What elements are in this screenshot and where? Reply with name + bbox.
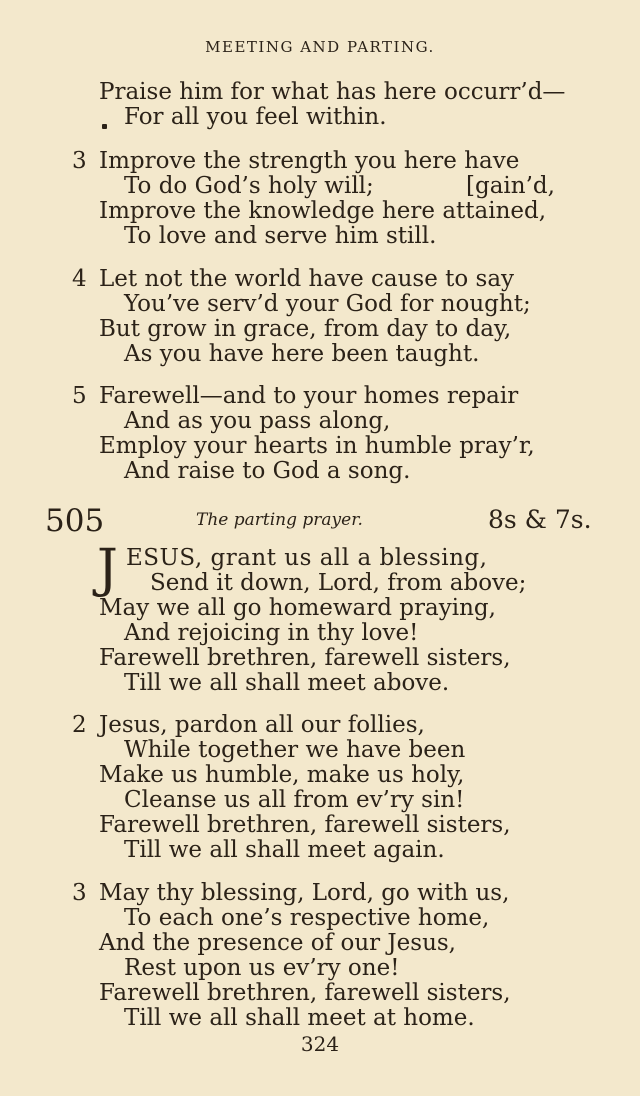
verse-line: Farewell brethren, farewell sisters, <box>99 812 511 838</box>
verse-line: As you have here been taught. <box>124 341 480 367</box>
verse-line: Cleanse us all from ev’ry sin! <box>124 787 465 813</box>
ink-speck <box>102 124 107 129</box>
verse-line: To do God’s holy will; <box>124 173 374 199</box>
verse-line: Let not the world have cause to say <box>99 266 515 292</box>
hymn-number: 505 <box>45 503 105 539</box>
running-header: MEETING AND PARTING. <box>205 38 435 56</box>
verse-number: 4 <box>72 266 87 292</box>
verse-line: May we all go homeward praying, <box>99 595 496 621</box>
verse-line: For all you feel within. <box>124 104 387 130</box>
verse-line: Farewell brethren, farewell sisters, <box>99 980 511 1006</box>
verse-number: 5 <box>72 383 87 409</box>
verse-line: Improve the strength you here have <box>99 148 520 174</box>
verse-line: Farewell brethren, farewell sisters, <box>99 645 511 671</box>
verse-line: Till we all shall meet at home. <box>124 1005 475 1031</box>
page-number: 324 <box>300 1032 340 1056</box>
verse-line: Till we all shall meet again. <box>124 837 445 863</box>
verse-line: And the presence of our Jesus, <box>99 930 456 956</box>
hymn-meter: 8s & 7s. <box>488 505 592 534</box>
verse-line: May thy blessing, Lord, go with us, <box>99 880 510 906</box>
verse-line: ESUS, grant us all a blessing, <box>126 545 488 571</box>
verse-line: Farewell—and to your homes repair <box>99 383 519 409</box>
hymn-title: The parting prayer. <box>196 510 363 530</box>
verse-line: Till we all shall meet above. <box>124 670 450 696</box>
verse-line: To each one’s respective home, <box>124 905 490 931</box>
verse-line: While together we have been <box>124 737 466 763</box>
verse-line: Improve the knowledge here attained, <box>99 198 547 224</box>
verse-line: And rejoicing in thy love! <box>124 620 419 646</box>
verse-line: Praise him for what has here occurr’d— <box>99 79 566 105</box>
verse-line: And as you pass along, <box>124 408 391 434</box>
verse-number: 3 <box>72 880 87 906</box>
drop-cap: J <box>97 539 118 599</box>
verse-line: And raise to God a song. <box>124 458 411 484</box>
verse-line: Rest upon us ev’ry one! <box>124 955 400 981</box>
verse-number: 3 <box>72 148 87 174</box>
verse-line: To love and serve him still. <box>124 223 437 249</box>
verse-line: Jesus, pardon all our follies, <box>99 712 425 738</box>
verse-line: You’ve serv’d your God for nought; <box>124 291 531 317</box>
verse-line-continuation: [gain’d, <box>466 173 555 199</box>
verse-line: Send it down, Lord, from above; <box>150 570 527 596</box>
verse-number: 2 <box>72 712 87 738</box>
verse-line: Employ your hearts in humble pray’r, <box>99 433 535 459</box>
verse-line: Make us humble, make us holy, <box>99 762 465 788</box>
verse-line: But grow in grace, from day to day, <box>99 316 512 342</box>
